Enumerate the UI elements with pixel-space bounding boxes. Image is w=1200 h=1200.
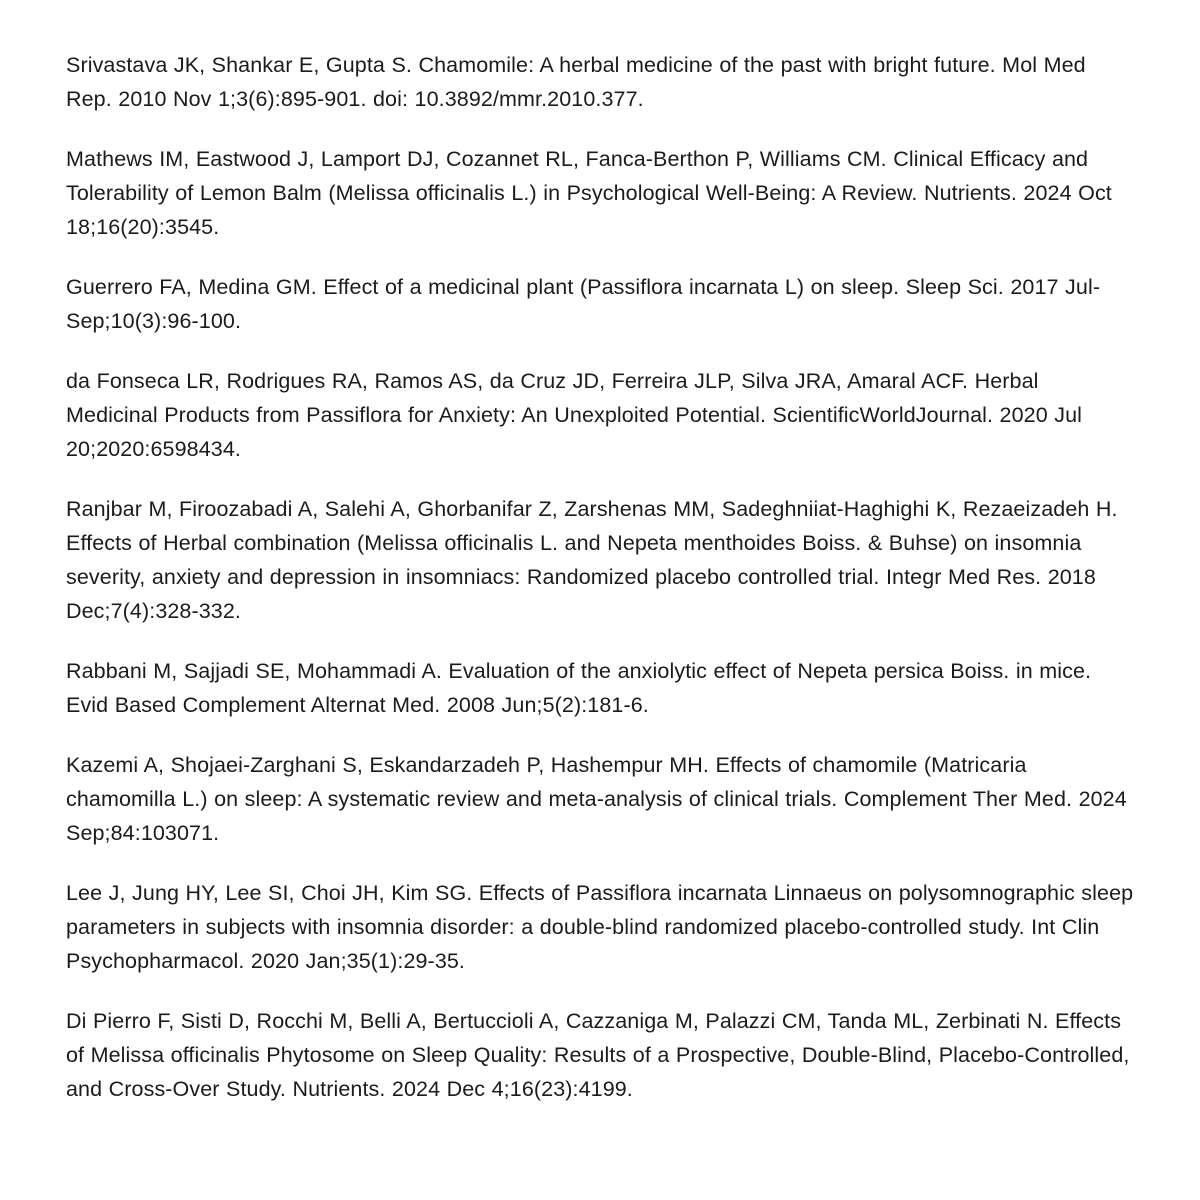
reference-entry: da Fonseca LR, Rodrigues RA, Ramos AS, da Cruz JD, Ferreira JLP, Silva JRA, Amaral ACF. Herbal Medicinal Products from Passiflora for Anxiety: An Unexploited Potential. ScientificWorldJournal. 2020 Jul 20;2020:6598434. [66, 369, 1083, 461]
reference-entry: Guerrero FA, Medina GM. Effect of a medicinal plant (Passiflora incarnata L) on sleep. Sleep Sci. 2017 Jul-Sep;10(3):96-100. [66, 275, 1101, 333]
reference-entry: Rabbani M, Sajjadi SE, Mohammadi A. Evaluation of the anxiolytic effect of Nepeta persica Boiss. in mice. Evid Based Complement Alternat Med. 2008 Jun;5(2):181-6. [66, 659, 1092, 717]
reference-entry: Ranjbar M, Firoozabadi A, Salehi A, Ghorbanifar Z, Zarshenas MM, Sadeghniiat-Haghighi K, Rezaeizadeh H. Effects of Herbal combination (Melissa officinalis L. and Nepeta menthoides Boiss. & Buhse) on insomnia severity, anxiety and depression in insomniacs: Randomized placebo controlled trial. Integr Med Res. 2018 Dec;7(4):328-332. [66, 497, 1118, 623]
reference-list [66, 48, 1134, 1106]
reference-entry: Di Pierro F, Sisti D, Rocchi M, Belli A, Bertuccioli A, Cazzaniga M, Palazzi CM, Tanda ML, Zerbinati N. Effects of Melissa officinalis Phytosome on Sleep Quality: Results of a Prospective, Double-Blind, Placebo-Controlled, and Cross-Over Study. Nutrients. 2024 Dec 4;16(23):4199. [66, 1009, 1130, 1101]
reference-entry: Mathews IM, Eastwood J, Lamport DJ, Cozannet RL, Fanca-Berthon P, Williams CM. Clinical Efficacy and Tolerability of Lemon Balm (Melissa officinalis L.) in Psychological Well-Being: A Review. Nutrients. 2024 Oct 18;16(20):3545. [66, 147, 1112, 239]
reference-entry: Kazemi A, Shojaei-Zarghani S, Eskandarzadeh P, Hashempur MH. Effects of chamomile (Matricaria chamomilla L.) on sleep: A systematic review and meta-analysis of clinical trials. Complement Ther Med. 2024 Sep;84:103071. [66, 753, 1127, 845]
reference-entry: Srivastava JK, Shankar E, Gupta S. Chamomile: A herbal medicine of the past with bright future. Mol Med Rep. 2010 Nov 1;3(6):895-901. doi: 10.3892/mmr.2010.377. [66, 53, 1086, 111]
reference-entry: Lee J, Jung HY, Lee SI, Choi JH, Kim SG. Effects of Passiflora incarnata Linnaeus on polysomnographic sleep parameters in subjects with insomnia disorder: a double-blind randomized placebo-controlled study. Int Clin Psychopharmacol. 2020 Jan;35(1):29-35. [66, 881, 1134, 973]
